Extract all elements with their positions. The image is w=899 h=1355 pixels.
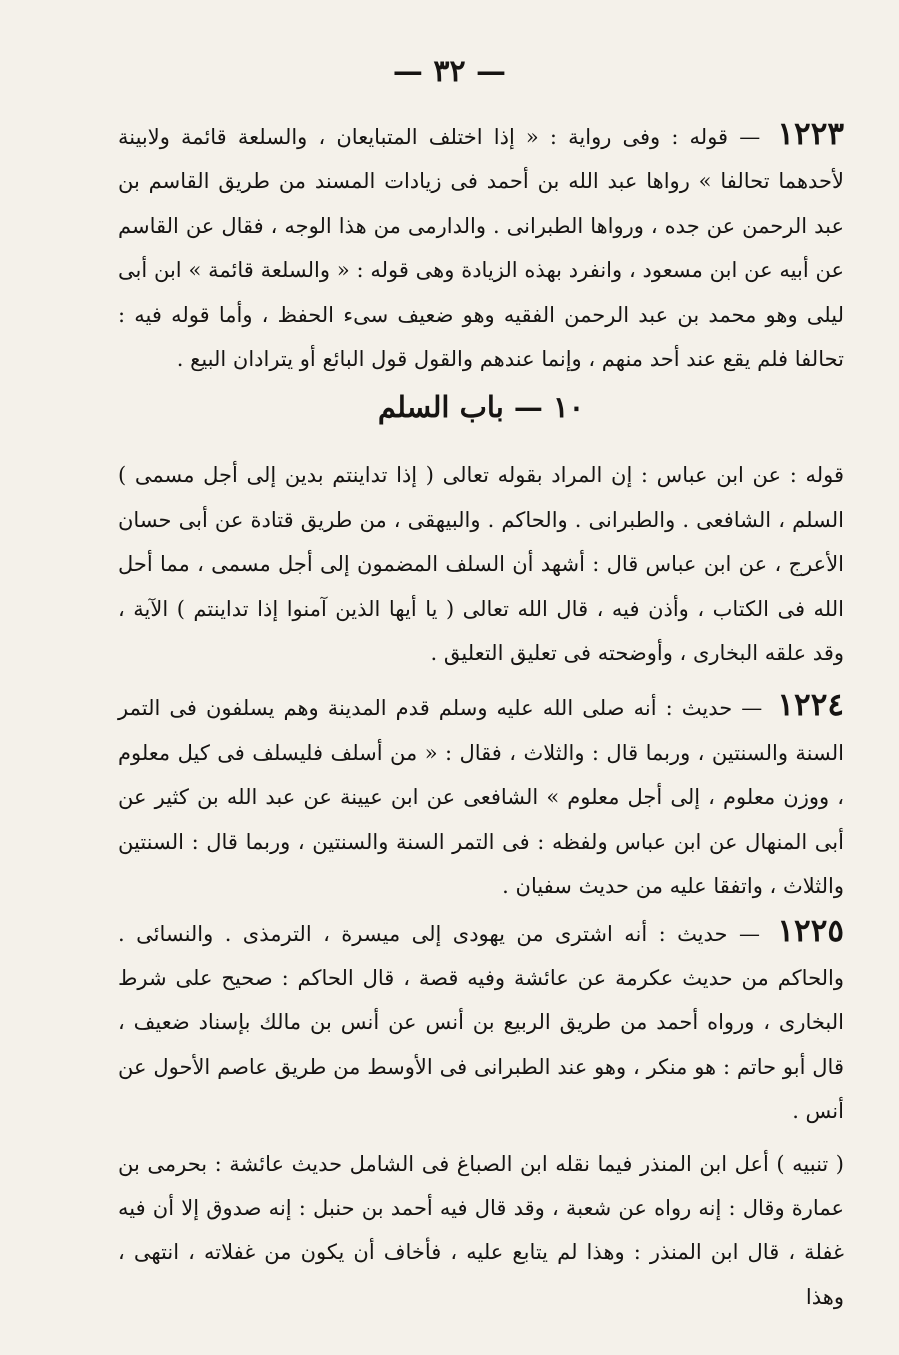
page-body: [118, 112, 844, 1319]
hadith-1225: [118, 909, 844, 1134]
entry-1223: [118, 112, 844, 381]
chapter-title: — باب السلم: [377, 390, 543, 425]
entry-number: ١٢٢٣: [777, 116, 844, 152]
hadith-1224: [118, 683, 844, 908]
note-paragraph: ( تنبيه ) أعل ابن المنذر فيما نقله ابن الصباغ فى الشامل حديث عائشة : بحرمى بن عمارة وقال : إنه رواه عن شعبة ، وقد قال فيه أحمد بن حنبل : إنه صدوق إلا أن فيه غفلة ، قال ابن المنذر : وهذا لم يتابع عليه ، فأخاف أن يكون من غفلاته ، انتهى ، وهذا: [118, 1151, 844, 1309]
chapter-intro: قوله : عن ابن عباس : إن المراد بقوله تعالى ( إذا تداينتم بدين إلى أجل مسمى ) السلم ، الشافعى . والطبرانى . والحاكم . والبيهقى ، من طريق قتادة عن أبى حسان الأعرج ، عن ابن عباس قال : أشهد أن السلف المضمون إلى أجل مسمى ، مما أحل الله فى الكتاب ، وأذن فيه ، قال الله تعالى ( يا أيها الذين آمنوا إذا تداينتم ) الآية ، وقد علقه البخارى ، وأوضحته فى تعليق التعليق .: [118, 463, 844, 666]
chapter-number: ١٠: [553, 390, 585, 425]
entry-text: — قوله : وفى رواية : « إذا اختلف المتبايعان ، والسلعة قائمة ولابينة لأحدهما تحالفا » رواها عبد الله بن أحمد فى زيادات المسند من طريق القاسم بن عبد الرحمن عن جده ، ورواها الطبرانى . والدارمى من هذا الوجه ، فقال عن القاسم عن أبيه عن ابن مسعود ، وانفرد بهذه الزيادة وهى قوله : « والسلعة قائمة » ابن أبى ليلى وهو محمد بن عبد الرحمن الفقيه وهو ضعيف سىء الحفظ ، وأما قوله فيه : تحالفا فلم يقع عند أحد منهم ، وإنما عندهم والقول قول البائع أو يترادان البيع .: [118, 125, 844, 372]
hadith-number: ١٢٢٥: [777, 912, 844, 949]
chapter-heading: [118, 381, 844, 453]
hadith-text: — حديث : أنه صلى الله عليه وسلم قدم المدينة وهم يسلفون فى التمر السنة والسنتين ، وربما قال : والثلاث ، فقال : « من أسلف فليسلف فى كيل معلوم ، ووزن معلوم ، إلى أجل معلوم » الشافعى عن ابن عيينة عن عبد الله بن كثير عن أبى المنهال عن ابن عباس ولفظه : فى التمر السنة والسنتين ، وربما قال : السنتين والثلاث ، واتفقا عليه من حديث سفيان .: [118, 696, 844, 899]
hadith-text: — حديث : أنه اشترى من يهودى إلى ميسرة ، الترمذى . والنسائى . والحاكم من حديث عكرمة عن عائشة وفيه قصة ، قال الحاكم : صحيح على شرط البخارى ، ورواه أحمد من طريق الربيع بن أنس عن أنس بن مالك بإسناد ضعيف ، قال أبو حاتم : هو منكر ، وهو عند الطبرانى فى الأوسط من طريق عاصم الأحول عن أنس .: [118, 921, 844, 1124]
hadith-number: ١٢٢٤: [777, 687, 844, 724]
page-number: — ٣٢ —: [392, 54, 507, 89]
